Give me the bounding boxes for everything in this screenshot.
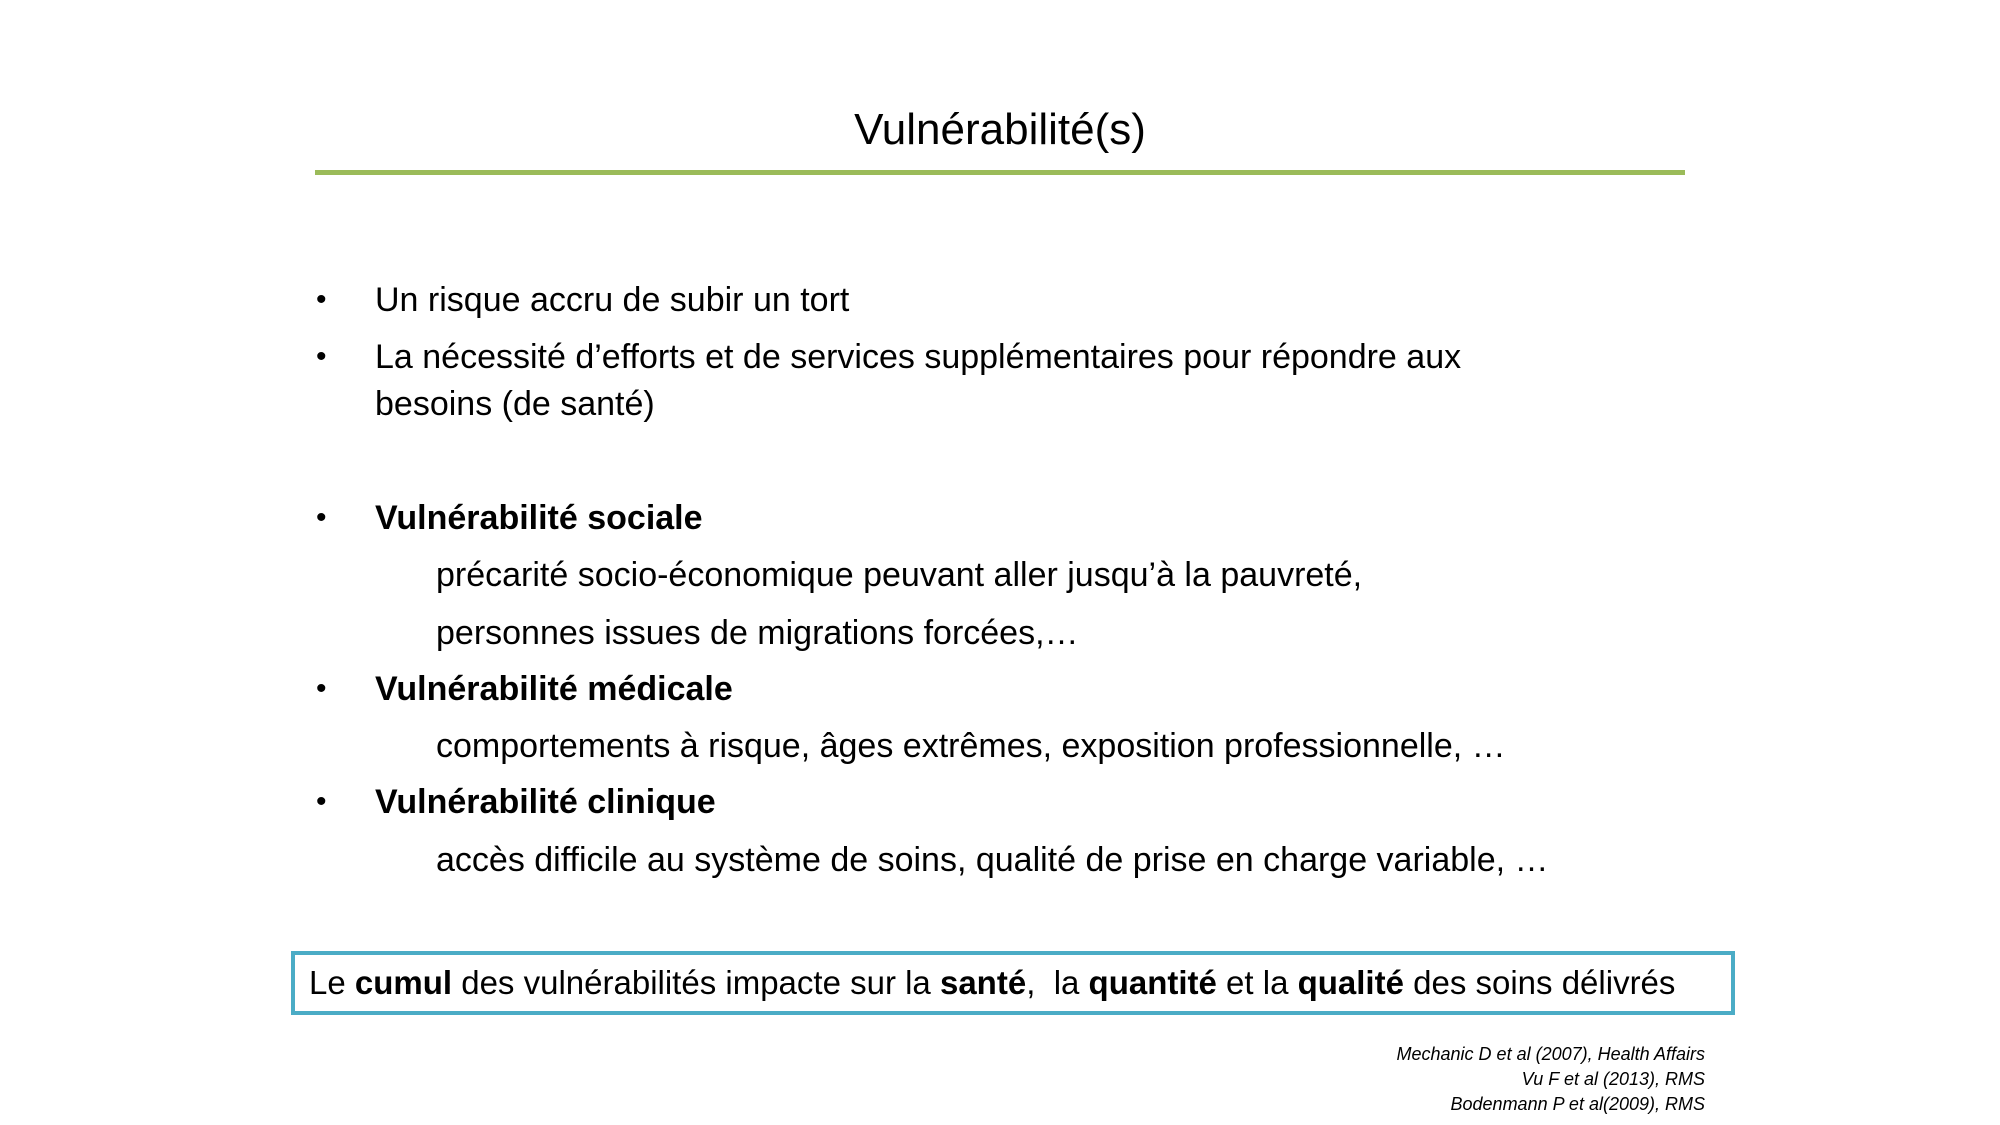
summary-part: et la <box>1216 964 1298 1001</box>
summary-bold: santé <box>939 964 1027 1001</box>
sub-item: personnes issues de migrations forcées,… <box>436 614 1079 652</box>
summary-part: , la <box>1026 964 1089 1001</box>
summary-bold: cumul <box>354 964 453 1001</box>
bullet-text-continuation: besoins (de santé) <box>375 385 655 423</box>
bullet-heading-social: Vulnérabilité sociale <box>375 499 703 537</box>
bullet-icon: • <box>316 340 327 373</box>
bullet-text: Un risque accru de subir un tort <box>375 281 850 319</box>
title-underline <box>315 170 1685 175</box>
summary-part: Le <box>309 964 355 1001</box>
summary-part: des vulnérabilités impacte sur la <box>452 964 940 1001</box>
summary-box <box>291 951 1735 1015</box>
sub-item: accès difficile au système de soins, qualité de prise en charge variable, … <box>436 841 1549 879</box>
reference: Mechanic D et al (2007), Health Affairs <box>1396 1044 1705 1064</box>
summary-part: des soins délivrés <box>1403 964 1676 1001</box>
bullet-heading-clinical: Vulnérabilité clinique <box>375 783 716 821</box>
bullet-text: La nécessité d’efforts et de services supplémentaires pour répondre aux <box>375 338 1462 376</box>
summary-text <box>309 964 1675 1002</box>
bullet-icon: • <box>316 501 327 534</box>
sub-item: précarité socio-économique peuvant aller jusqu’à la pauvreté, <box>436 556 1363 594</box>
summary-bold: qualité <box>1297 964 1404 1001</box>
slide-title: Vulnérabilité(s) <box>854 105 1146 154</box>
bullet-icon: • <box>316 283 327 316</box>
sub-item: comportements à risque, âges extrêmes, exposition professionnelle, … <box>436 727 1506 765</box>
reference: Vu F et al (2013), RMS <box>1521 1069 1705 1089</box>
bullet-icon: • <box>316 672 327 705</box>
references <box>1397 1042 1705 1117</box>
bullet-icon: • <box>316 785 327 818</box>
summary-bold: quantité <box>1088 964 1217 1001</box>
reference: Bodenmann P et al(2009), RMS <box>1450 1094 1705 1114</box>
bullet-heading-medical: Vulnérabilité médicale <box>375 670 733 708</box>
